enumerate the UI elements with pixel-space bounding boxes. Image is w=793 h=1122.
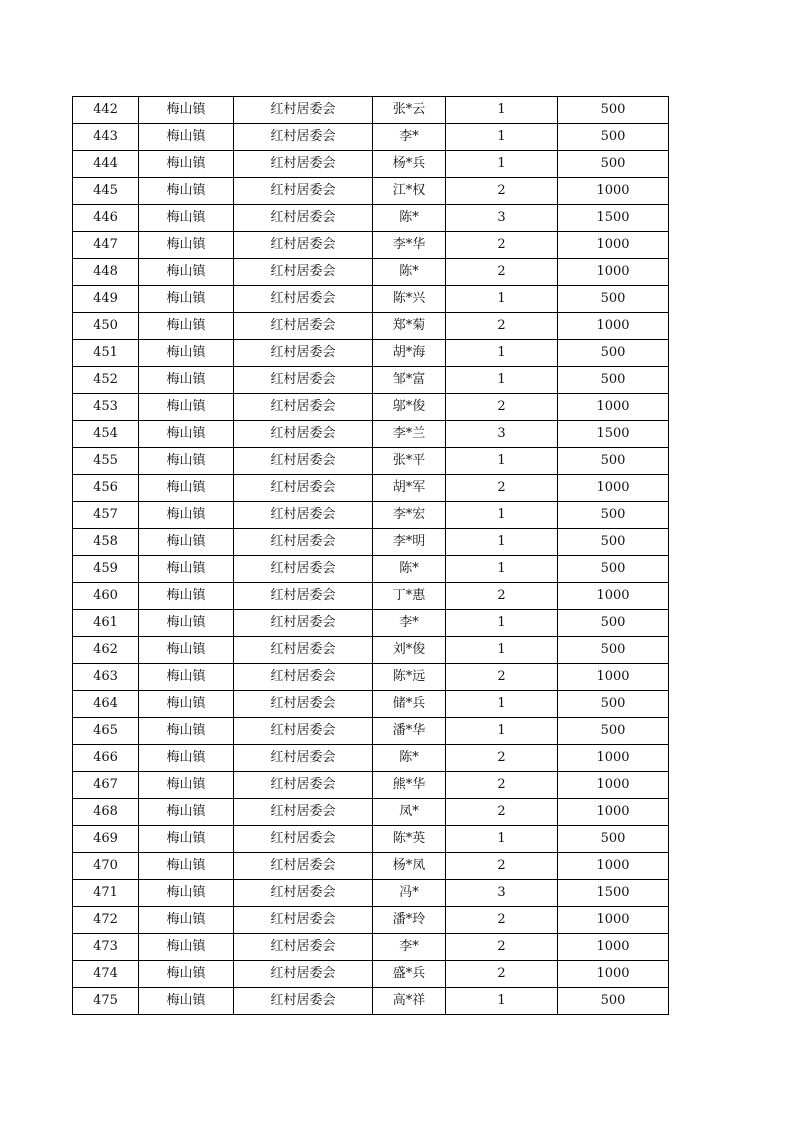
- cell-count: 2: [446, 259, 558, 286]
- cell-count: 1: [446, 826, 558, 853]
- cell-name: 杨*凤: [373, 853, 446, 880]
- cell-count: 1: [446, 691, 558, 718]
- cell-town: 梅山镇: [139, 664, 234, 691]
- cell-seq: 451: [73, 340, 139, 367]
- cell-town: 梅山镇: [139, 232, 234, 259]
- cell-seq: 457: [73, 502, 139, 529]
- table-row: [73, 907, 669, 934]
- table-row: [73, 880, 669, 907]
- cell-seq: 465: [73, 718, 139, 745]
- cell-name: 杨*兵: [373, 151, 446, 178]
- cell-name: 凤*: [373, 799, 446, 826]
- cell-seq: 460: [73, 583, 139, 610]
- cell-seq: 448: [73, 259, 139, 286]
- cell-name: 胡*军: [373, 475, 446, 502]
- cell-village: 红村居委会: [234, 664, 373, 691]
- cell-count: 2: [446, 745, 558, 772]
- cell-seq: 456: [73, 475, 139, 502]
- table-row: [73, 475, 669, 502]
- cell-village: 红村居委会: [234, 475, 373, 502]
- cell-seq: 452: [73, 367, 139, 394]
- cell-name: 潘*华: [373, 718, 446, 745]
- cell-count: 2: [446, 475, 558, 502]
- cell-name: 张*云: [373, 97, 446, 124]
- cell-seq: 463: [73, 664, 139, 691]
- cell-name: 丁*惠: [373, 583, 446, 610]
- cell-count: 2: [446, 934, 558, 961]
- cell-village: 红村居委会: [234, 934, 373, 961]
- cell-seq: 453: [73, 394, 139, 421]
- cell-count: 2: [446, 394, 558, 421]
- cell-amount: 1000: [558, 232, 669, 259]
- cell-name: 李*兰: [373, 421, 446, 448]
- cell-town: 梅山镇: [139, 178, 234, 205]
- cell-amount: 500: [558, 124, 669, 151]
- cell-amount: 500: [558, 826, 669, 853]
- table-row: [73, 610, 669, 637]
- cell-town: 梅山镇: [139, 340, 234, 367]
- cell-count: 2: [446, 313, 558, 340]
- cell-seq: 449: [73, 286, 139, 313]
- cell-village: 红村居委会: [234, 232, 373, 259]
- cell-amount: 500: [558, 340, 669, 367]
- cell-name: 邹*富: [373, 367, 446, 394]
- cell-amount: 500: [558, 151, 669, 178]
- cell-seq: 454: [73, 421, 139, 448]
- cell-village: 红村居委会: [234, 772, 373, 799]
- table-row: [73, 718, 669, 745]
- cell-town: 梅山镇: [139, 205, 234, 232]
- recipient-table-container: [72, 96, 669, 1015]
- cell-amount: 500: [558, 367, 669, 394]
- cell-town: 梅山镇: [139, 286, 234, 313]
- table-row: [73, 502, 669, 529]
- cell-amount: 1500: [558, 880, 669, 907]
- cell-seq: 473: [73, 934, 139, 961]
- cell-seq: 471: [73, 880, 139, 907]
- table-row: [73, 124, 669, 151]
- cell-village: 红村居委会: [234, 502, 373, 529]
- cell-town: 梅山镇: [139, 448, 234, 475]
- cell-seq: 455: [73, 448, 139, 475]
- cell-amount: 500: [558, 529, 669, 556]
- table-row: [73, 691, 669, 718]
- cell-count: 1: [446, 529, 558, 556]
- cell-village: 红村居委会: [234, 691, 373, 718]
- cell-amount: 1000: [558, 394, 669, 421]
- cell-town: 梅山镇: [139, 124, 234, 151]
- cell-name: 张*平: [373, 448, 446, 475]
- cell-count: 2: [446, 961, 558, 988]
- cell-name: 陈*: [373, 259, 446, 286]
- cell-village: 红村居委会: [234, 340, 373, 367]
- cell-village: 红村居委会: [234, 610, 373, 637]
- table-row: [73, 988, 669, 1015]
- cell-name: 盛*兵: [373, 961, 446, 988]
- table-row: [73, 178, 669, 205]
- cell-village: 红村居委会: [234, 313, 373, 340]
- cell-village: 红村居委会: [234, 178, 373, 205]
- cell-seq: 447: [73, 232, 139, 259]
- cell-count: 2: [446, 853, 558, 880]
- table-row: [73, 961, 669, 988]
- cell-village: 红村居委会: [234, 97, 373, 124]
- cell-town: 梅山镇: [139, 907, 234, 934]
- cell-town: 梅山镇: [139, 610, 234, 637]
- cell-village: 红村居委会: [234, 529, 373, 556]
- cell-seq: 459: [73, 556, 139, 583]
- cell-town: 梅山镇: [139, 529, 234, 556]
- cell-seq: 468: [73, 799, 139, 826]
- cell-amount: 500: [558, 448, 669, 475]
- table-row: [73, 556, 669, 583]
- cell-village: 红村居委会: [234, 151, 373, 178]
- cell-town: 梅山镇: [139, 502, 234, 529]
- cell-amount: 500: [558, 502, 669, 529]
- table-row: [73, 394, 669, 421]
- cell-seq: 464: [73, 691, 139, 718]
- cell-amount: 1000: [558, 961, 669, 988]
- cell-amount: 500: [558, 556, 669, 583]
- table-row: [73, 97, 669, 124]
- table-row: [73, 448, 669, 475]
- cell-town: 梅山镇: [139, 691, 234, 718]
- table-row: [73, 232, 669, 259]
- cell-seq: 461: [73, 610, 139, 637]
- cell-village: 红村居委会: [234, 853, 373, 880]
- cell-name: 李*: [373, 124, 446, 151]
- cell-count: 1: [446, 988, 558, 1015]
- table-row: [73, 637, 669, 664]
- cell-town: 梅山镇: [139, 421, 234, 448]
- cell-town: 梅山镇: [139, 583, 234, 610]
- cell-amount: 500: [558, 691, 669, 718]
- cell-amount: 500: [558, 286, 669, 313]
- cell-town: 梅山镇: [139, 637, 234, 664]
- cell-count: 3: [446, 205, 558, 232]
- cell-name: 陈*英: [373, 826, 446, 853]
- cell-count: 1: [446, 637, 558, 664]
- cell-seq: 474: [73, 961, 139, 988]
- cell-town: 梅山镇: [139, 475, 234, 502]
- cell-amount: 1000: [558, 907, 669, 934]
- table-row: [73, 529, 669, 556]
- cell-name: 高*祥: [373, 988, 446, 1015]
- cell-town: 梅山镇: [139, 799, 234, 826]
- cell-village: 红村居委会: [234, 961, 373, 988]
- table-row: [73, 313, 669, 340]
- table-row: [73, 259, 669, 286]
- cell-name: 熊*华: [373, 772, 446, 799]
- cell-count: 1: [446, 340, 558, 367]
- cell-town: 梅山镇: [139, 367, 234, 394]
- cell-count: 3: [446, 880, 558, 907]
- table-row: [73, 583, 669, 610]
- table-row: [73, 286, 669, 313]
- cell-amount: 500: [558, 637, 669, 664]
- cell-amount: 1000: [558, 772, 669, 799]
- cell-amount: 500: [558, 718, 669, 745]
- cell-village: 红村居委会: [234, 988, 373, 1015]
- cell-count: 1: [446, 286, 558, 313]
- cell-count: 2: [446, 664, 558, 691]
- cell-town: 梅山镇: [139, 259, 234, 286]
- cell-count: 1: [446, 448, 558, 475]
- cell-town: 梅山镇: [139, 853, 234, 880]
- cell-seq: 469: [73, 826, 139, 853]
- cell-name: 郑*菊: [373, 313, 446, 340]
- cell-village: 红村居委会: [234, 259, 373, 286]
- cell-name: 陈*: [373, 205, 446, 232]
- cell-amount: 1000: [558, 664, 669, 691]
- table-row: [73, 151, 669, 178]
- cell-amount: 500: [558, 988, 669, 1015]
- cell-village: 红村居委会: [234, 205, 373, 232]
- cell-village: 红村居委会: [234, 907, 373, 934]
- cell-name: 陈*兴: [373, 286, 446, 313]
- cell-town: 梅山镇: [139, 988, 234, 1015]
- cell-count: 2: [446, 178, 558, 205]
- cell-town: 梅山镇: [139, 151, 234, 178]
- table-row: [73, 826, 669, 853]
- cell-name: 李*: [373, 610, 446, 637]
- cell-amount: 1500: [558, 421, 669, 448]
- cell-amount: 1000: [558, 853, 669, 880]
- cell-name: 李*宏: [373, 502, 446, 529]
- cell-town: 梅山镇: [139, 961, 234, 988]
- cell-name: 江*权: [373, 178, 446, 205]
- table-row: [73, 340, 669, 367]
- cell-seq: 467: [73, 772, 139, 799]
- cell-village: 红村居委会: [234, 421, 373, 448]
- cell-seq: 470: [73, 853, 139, 880]
- cell-town: 梅山镇: [139, 394, 234, 421]
- cell-seq: 466: [73, 745, 139, 772]
- cell-seq: 446: [73, 205, 139, 232]
- cell-village: 红村居委会: [234, 880, 373, 907]
- cell-count: 3: [446, 421, 558, 448]
- cell-town: 梅山镇: [139, 826, 234, 853]
- cell-village: 红村居委会: [234, 745, 373, 772]
- cell-name: 陈*: [373, 556, 446, 583]
- table-row: [73, 745, 669, 772]
- cell-seq: 462: [73, 637, 139, 664]
- cell-name: 胡*海: [373, 340, 446, 367]
- cell-name: 潘*玲: [373, 907, 446, 934]
- cell-name: 李*: [373, 934, 446, 961]
- cell-name: 储*兵: [373, 691, 446, 718]
- cell-town: 梅山镇: [139, 718, 234, 745]
- cell-amount: 1000: [558, 934, 669, 961]
- cell-count: 2: [446, 907, 558, 934]
- cell-name: 李*明: [373, 529, 446, 556]
- cell-village: 红村居委会: [234, 556, 373, 583]
- cell-amount: 1000: [558, 799, 669, 826]
- cell-seq: 443: [73, 124, 139, 151]
- cell-count: 1: [446, 151, 558, 178]
- cell-count: 2: [446, 772, 558, 799]
- cell-amount: 500: [558, 97, 669, 124]
- cell-count: 2: [446, 799, 558, 826]
- cell-count: 2: [446, 232, 558, 259]
- cell-village: 红村居委会: [234, 583, 373, 610]
- recipient-table: [72, 96, 669, 1015]
- table-body: [73, 97, 669, 1015]
- cell-amount: 1000: [558, 475, 669, 502]
- cell-name: 陈*远: [373, 664, 446, 691]
- table-row: [73, 772, 669, 799]
- table-row: [73, 205, 669, 232]
- cell-village: 红村居委会: [234, 799, 373, 826]
- cell-name: 冯*: [373, 880, 446, 907]
- cell-count: 1: [446, 502, 558, 529]
- cell-village: 红村居委会: [234, 637, 373, 664]
- cell-village: 红村居委会: [234, 718, 373, 745]
- cell-town: 梅山镇: [139, 556, 234, 583]
- cell-amount: 1000: [558, 583, 669, 610]
- cell-name: 李*华: [373, 232, 446, 259]
- cell-count: 1: [446, 610, 558, 637]
- cell-seq: 472: [73, 907, 139, 934]
- table-row: [73, 367, 669, 394]
- cell-count: 1: [446, 556, 558, 583]
- cell-count: 1: [446, 718, 558, 745]
- cell-name: 刘*俊: [373, 637, 446, 664]
- cell-seq: 445: [73, 178, 139, 205]
- cell-seq: 450: [73, 313, 139, 340]
- table-row: [73, 664, 669, 691]
- cell-amount: 1000: [558, 178, 669, 205]
- cell-count: 1: [446, 124, 558, 151]
- cell-village: 红村居委会: [234, 367, 373, 394]
- cell-amount: 1000: [558, 745, 669, 772]
- cell-village: 红村居委会: [234, 394, 373, 421]
- cell-count: 1: [446, 367, 558, 394]
- cell-name: 邬*俊: [373, 394, 446, 421]
- cell-town: 梅山镇: [139, 97, 234, 124]
- cell-name: 陈*: [373, 745, 446, 772]
- cell-town: 梅山镇: [139, 880, 234, 907]
- cell-village: 红村居委会: [234, 124, 373, 151]
- cell-amount: 500: [558, 610, 669, 637]
- cell-town: 梅山镇: [139, 772, 234, 799]
- cell-amount: 1500: [558, 205, 669, 232]
- cell-village: 红村居委会: [234, 286, 373, 313]
- cell-amount: 1000: [558, 259, 669, 286]
- cell-seq: 444: [73, 151, 139, 178]
- cell-count: 2: [446, 583, 558, 610]
- cell-seq: 458: [73, 529, 139, 556]
- cell-amount: 1000: [558, 313, 669, 340]
- cell-seq: 442: [73, 97, 139, 124]
- table-row: [73, 421, 669, 448]
- table-row: [73, 853, 669, 880]
- table-row: [73, 799, 669, 826]
- cell-town: 梅山镇: [139, 934, 234, 961]
- cell-seq: 475: [73, 988, 139, 1015]
- table-row: [73, 934, 669, 961]
- cell-town: 梅山镇: [139, 745, 234, 772]
- cell-town: 梅山镇: [139, 313, 234, 340]
- cell-village: 红村居委会: [234, 448, 373, 475]
- cell-count: 1: [446, 97, 558, 124]
- cell-village: 红村居委会: [234, 826, 373, 853]
